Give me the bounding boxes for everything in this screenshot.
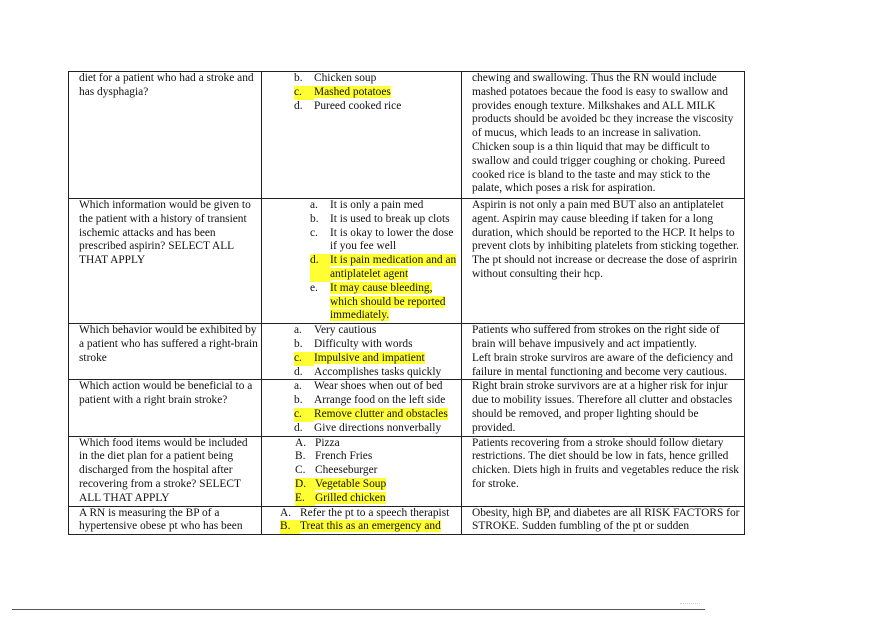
question-cell: Which behavior would be exhibited by a patient who has suffered a right-brain stroke <box>69 324 262 380</box>
table-row <box>69 506 745 535</box>
table-row <box>69 380 745 436</box>
table-row <box>69 324 745 380</box>
options-cell <box>262 324 462 380</box>
table-row <box>69 72 745 199</box>
option-item: b. It is used to break up clots <box>310 212 450 225</box>
table-row <box>69 199 745 324</box>
option-item-answer: c. Remove clutter and obstacles <box>294 407 448 420</box>
option-item: d. Pureed cooked rice <box>294 99 402 112</box>
option-item-answer: D. Vegetable Soup <box>295 477 387 490</box>
option-item: C. Cheeseburger <box>295 464 378 477</box>
option-item: a. Very cautious <box>294 324 377 337</box>
question-cell: Which food items would be included in the diet plan for a patient being discharged from the hospital after recovering from a stroke? SELECT ALL THAT APPLY <box>69 436 262 506</box>
option-item: A. Pizza <box>295 436 340 449</box>
table-row <box>69 436 745 506</box>
rationale-cell: Aspirin is not only a pain med BUT also an antiplatelet agent. Aspirin may cause bleeding if taken for a long duration, which should be reported to the HCP. It helps to prevent clots by inhibiting platelets from sticking together. The pt should not increase or decrease the dose of aspririn without consulting their hcp. <box>462 199 745 324</box>
option-item: c. It is okay to lower the dose if you fee well <box>310 226 454 253</box>
question-cell: Which action would be beneficial to a patient with a right brain stroke? <box>69 380 262 436</box>
option-item-answer: B. Treat this as an emergency and <box>280 520 441 533</box>
option-item: b. Chicken soup <box>294 72 377 84</box>
question-cell: diet for a patient who had a stroke and has dysphagia? <box>69 72 262 199</box>
option-item: d. Give directions nonverbally <box>294 421 442 434</box>
option-item: a. Wear shoes when out of bed <box>294 380 443 393</box>
option-item-answer: E. Grilled chicken <box>295 491 386 504</box>
rationale-cell: chewing and swallowing. Thus the RN would include mashed potatoes becaue the food is easy to swallow and provides enough texture. Milkshakes and ALL MILK products should be avoided bc they increase the viscosity of mucus, which leads to an increase in salivation. Chicken soup is a thin liquid that may be difficult to swallow and could trigger coughing or choking. Pureed cooked rice is bland to the taste and may stick to the palate, which poses a risk for aspiration. <box>462 72 745 199</box>
rationale-cell: Patients recovering from a stroke should follow dietary restrictions. The diet should be low in fats, hence grilled chicken. Diets high in fruits and vegetables reduce the risk for stroke. <box>462 436 745 506</box>
rationale-cell: Obesity, high BP, and diabetes are all RISK FACTORS for STROKE. Sudden fumbling of the pt or sudden <box>462 506 745 535</box>
options-cell <box>262 436 462 506</box>
options-cell <box>262 72 462 199</box>
options-cell <box>262 199 462 324</box>
option-item-answer: c. Mashed potatoes <box>294 85 391 98</box>
option-item-answer: e. It may cause bleeding, which should be reported immediately. <box>310 281 446 322</box>
option-item-answer: c. Impulsive and impatient <box>294 351 425 364</box>
option-item: b. Difficulty with words <box>294 337 413 350</box>
option-item-answer: d. It is pain medication and an antiplatelet agent <box>310 254 457 280</box>
question-table <box>68 71 745 535</box>
rationale-cell: Patients who suffered from strokes on the right side of brain will behave impusively and act impatiently. Left brain stroke surviros are aware of the deficiency and failure in mental functioning and become very cautious. <box>462 324 745 380</box>
rationale-cell: Right brain stroke survivors are at a higher risk for injur due to mobility issues. Therefore all clutter and obstacles should be removed, and proper lighting should be provided. <box>462 380 745 436</box>
page-footer-mark <box>680 603 700 607</box>
option-item: d. Accomplishes tasks quickly <box>294 365 442 378</box>
page-footer-rule <box>12 609 705 610</box>
question-cell: Which information would be given to the patient with a history of transient ischemic attacks and has been prescribed aspirin? SELECT ALL THAT APPLY <box>69 199 262 324</box>
options-cell <box>262 380 462 436</box>
option-item: A. Refer the pt to a speech therapist <box>280 506 450 519</box>
option-item: b. Arrange food on the left side <box>294 394 446 407</box>
options-cell <box>262 506 462 535</box>
option-item: B. French Fries <box>295 450 373 463</box>
question-cell: A RN is measuring the BP of a hypertensive obese pt who has been <box>69 506 262 535</box>
option-item: a. It is only a pain med <box>310 199 424 211</box>
